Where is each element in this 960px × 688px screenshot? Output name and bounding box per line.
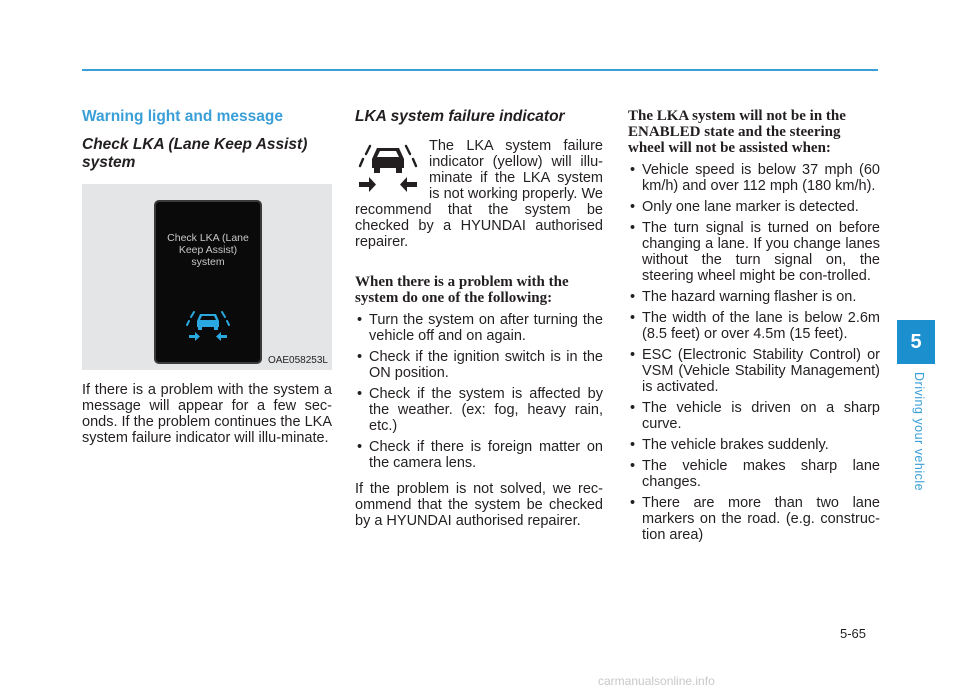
lka-indicator-icon	[186, 308, 230, 342]
list-item: • The vehicle is driven on a sharp curve.	[628, 400, 880, 432]
watermark: carmanualsonline.info	[598, 674, 715, 688]
list-item: • Only one lane marker is detected.	[628, 199, 880, 215]
section-subheading: Check LKA (Lane Keep Assist) system	[82, 136, 308, 171]
column-middle	[355, 108, 603, 539]
list-item: • There are more than two lane markers on the road. (e.g. construc-tion area)	[628, 495, 880, 543]
subsection-heading: When there is a problem with the system do one of the following:	[355, 274, 569, 306]
column-right	[628, 108, 880, 553]
list-item: • The vehicle brakes suddenly.	[628, 437, 880, 453]
figure-caption: OAE058253L	[267, 355, 328, 366]
list-item: • Check if the system is affected by the weather. (ex: fog, heavy rain, etc.)	[355, 386, 603, 434]
top-rule	[82, 69, 878, 71]
closing-text: If the problem is not solved, we rec-ommend that the system be checked by a HYUNDAI authorised repairer.	[355, 481, 603, 529]
list-item: • ESC (Electronic Stability Control) or VSM (Vehicle Stability Management) is activated.	[628, 347, 880, 395]
section-heading: Warning light and message	[82, 108, 283, 125]
cluster-message-line: Check LKA (Lane	[167, 232, 249, 244]
section-heading: LKA system failure indicator	[355, 108, 565, 125]
body-text: If there is a problem with the system a message will appear for a few sec-onds. If the problem continues the LKA system failure indicator will illu-minate.	[82, 382, 332, 446]
cluster-display	[156, 202, 260, 362]
indicator-description: The LKA system failure indicator (yellow) will illu-minate if the LKA system is not working properly. We recommend that the system be checked by a HYUNDAI authorised repairer.	[355, 138, 603, 250]
list-item: • The vehicle makes sharp lane changes.	[628, 458, 880, 490]
cluster-message-line: system	[191, 256, 225, 268]
cluster-message-figure	[82, 184, 332, 370]
section-heading: The LKA system will not be in the ENABLED state and the steering wheel will not be assisted when:	[628, 108, 846, 156]
list-item: • The turn signal is turned on before changing a lane. If you change lanes without the turn signal on, the steering wheel might be con-trolled.	[628, 220, 880, 284]
list-item: • Vehicle speed is below 37 mph (60 km/h) and over 112 mph (180 km/h).	[628, 162, 880, 194]
list-item: • The hazard warning flasher is on.	[628, 289, 880, 305]
chapter-title: Driving your vehicle	[912, 372, 926, 492]
list-item: • Turn the system on after turning the vehicle off and on again.	[355, 312, 603, 344]
list-item: • Check if there is foreign matter on the camera lens.	[355, 439, 603, 471]
lka-failure-indicator-icon	[355, 140, 421, 196]
column-left	[82, 108, 332, 456]
chapter-tab: 5	[897, 320, 935, 364]
condition-list	[628, 162, 880, 543]
cluster-message-text	[162, 232, 254, 268]
cluster-message-line: Keep Assist)	[178, 244, 238, 256]
page-number: 5-65	[840, 626, 867, 641]
action-list	[355, 312, 603, 471]
list-item: • The width of the lane is below 2.6m (8.5 feet) or over 4.5m (15 feet).	[628, 310, 880, 342]
list-item: • Check if the ignition switch is in the ON position.	[355, 349, 603, 381]
